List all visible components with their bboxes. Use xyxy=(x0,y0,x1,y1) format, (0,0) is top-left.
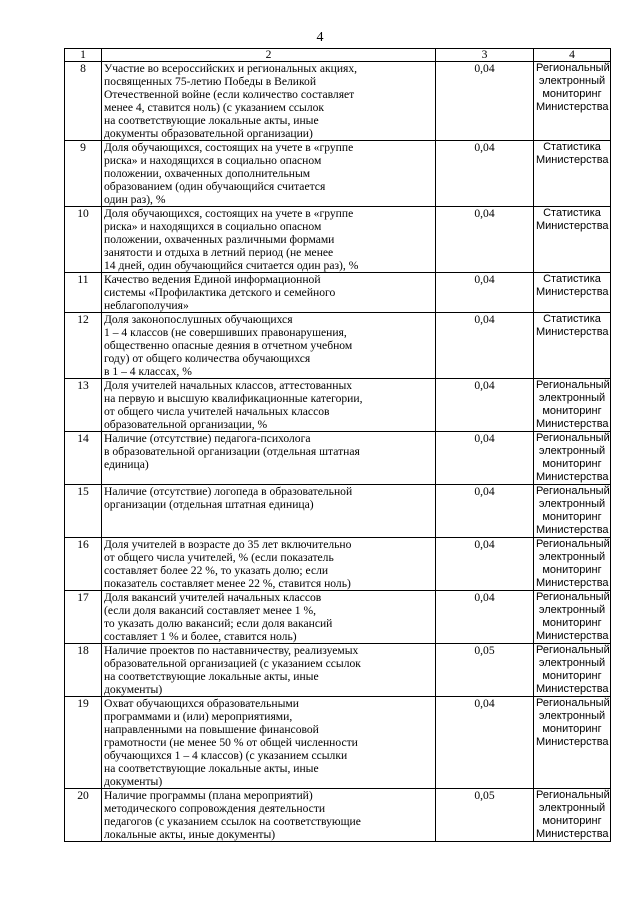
data-source-line: Министерства xyxy=(536,286,609,298)
table-row xyxy=(65,697,611,789)
weight-value: 0,04 xyxy=(436,379,534,432)
criterion-text-line: составляет более 22 %, то указать долю; если xyxy=(104,564,329,577)
weight-value: 0,04 xyxy=(436,485,534,538)
data-source-line: Региональный xyxy=(536,379,610,391)
data-source-line: Министерства xyxy=(536,683,609,695)
data-source-line: электронный xyxy=(538,445,606,457)
data-source-line: электронный xyxy=(538,498,606,510)
data-source xyxy=(534,141,611,207)
weight-value: 0,04 xyxy=(436,538,534,591)
table-row xyxy=(65,273,611,313)
data-source-line: Региональный xyxy=(536,485,610,497)
row-number: 11 xyxy=(65,273,102,313)
row-number: 16 xyxy=(65,538,102,591)
criterion-text-line: положении, охваченных дополнительным xyxy=(104,167,311,180)
data-source-line: Министерства xyxy=(536,630,609,642)
data-source-line: Статистика xyxy=(543,141,601,153)
criterion-text-line: то указать долю вакансий; если доля вакансий xyxy=(104,617,333,630)
data-source-line: Статистика xyxy=(543,273,601,285)
criterion-text-line: образованием (один обучающийся считается xyxy=(104,180,326,193)
data-source-line: электронный xyxy=(538,604,606,616)
criterion-text-line: 1 – 4 классов (не совершивших правонарушения, xyxy=(104,326,347,339)
table-row xyxy=(65,644,611,697)
weight-value: 0,04 xyxy=(436,207,534,273)
row-number: 14 xyxy=(65,432,102,485)
criterion-text-line: Доля обучающихся, состоящих на учете в «группе xyxy=(104,141,354,154)
data-source-line: Региональный xyxy=(536,644,610,656)
table-row xyxy=(65,313,611,379)
criterion-text-line: риска» и находящихся в социально опасном xyxy=(104,154,322,167)
criterion-text xyxy=(102,432,436,485)
row-number: 15 xyxy=(65,485,102,538)
criterion-text-line: документы образовательной организации) xyxy=(104,127,313,140)
criterion-text xyxy=(102,141,436,207)
weight-value: 0,04 xyxy=(436,313,534,379)
data-source xyxy=(534,697,611,789)
data-source xyxy=(534,644,611,697)
data-source-line: Министерства xyxy=(536,101,609,113)
data-source-line: электронный xyxy=(538,551,606,563)
column-header: 4 xyxy=(534,49,611,62)
criterion-text-line: составляет 1 % и более, ставится ноль) xyxy=(104,630,297,643)
data-source-line: Министерства xyxy=(536,828,609,840)
criterion-text-line: организации (отдельная штатная единица) xyxy=(104,498,314,511)
data-source xyxy=(534,485,611,538)
criterion-text xyxy=(102,62,436,141)
data-source-line: электронный xyxy=(538,392,606,404)
criterion-text-line: риска» и находящихся в социально опасном xyxy=(104,220,322,233)
data-source-line: Региональный xyxy=(536,789,610,801)
table-row xyxy=(65,379,611,432)
data-source xyxy=(534,62,611,141)
table-row xyxy=(65,62,611,141)
criterion-text xyxy=(102,273,436,313)
data-source-line: Региональный xyxy=(536,591,610,603)
criterion-text-line: в образовательной организации (отдельная штатная xyxy=(104,445,360,458)
table-row xyxy=(65,207,611,273)
data-source-line: мониторинг xyxy=(542,564,602,576)
table-row xyxy=(65,591,611,644)
data-source-line: мониторинг xyxy=(542,458,602,470)
criterion-text-line: неблагополучия» xyxy=(104,299,189,312)
data-source-line: Статистика xyxy=(543,207,601,219)
data-source-line: Региональный xyxy=(536,697,610,709)
criterion-text-line: направленными на повышение финансовой xyxy=(104,723,319,736)
criterion-text-line: методического сопровождения деятельности xyxy=(104,802,326,815)
criterion-text-line: Наличие программы (плана мероприятий) xyxy=(104,789,313,802)
criterion-text-line: документы) xyxy=(104,683,163,696)
data-source xyxy=(534,538,611,591)
criterion-text-line: от общего числа учителей начальных классов xyxy=(104,405,330,418)
criterion-text-line: документы) xyxy=(104,775,163,788)
weight-value: 0,05 xyxy=(436,789,534,842)
data-source xyxy=(534,207,611,273)
criterion-text-line: образовательной организацией (с указанием ссылок xyxy=(104,657,361,670)
criterion-text-line: Доля учителей в возрасте до 35 лет включительно xyxy=(104,538,352,551)
criterion-text-line: системы «Профилактика детского и семейного xyxy=(104,286,336,299)
data-source xyxy=(534,273,611,313)
table-row xyxy=(65,432,611,485)
data-source-line: мониторинг xyxy=(542,815,602,827)
criterion-text-line: (если доля вакансий составляет менее 1 %, xyxy=(104,604,317,617)
weight-value: 0,04 xyxy=(436,432,534,485)
weight-value: 0,04 xyxy=(436,697,534,789)
criterion-text-line: один раз), % xyxy=(104,193,166,206)
row-number: 12 xyxy=(65,313,102,379)
row-number: 19 xyxy=(65,697,102,789)
criterion-text-line: положении, охваченных различными формами xyxy=(104,233,335,246)
criterion-text-line: в 1 – 4 классах, % xyxy=(104,365,192,378)
data-source-line: Министерства xyxy=(536,220,609,232)
table-row xyxy=(65,485,611,538)
criterion-text-line: Охват обучающихся образовательными xyxy=(104,697,299,710)
data-source-line: мониторинг xyxy=(542,670,602,682)
criterion-text-line: Наличие проектов по наставничеству, реализуемых xyxy=(104,644,359,657)
criterion-text-line: грамотности (не менее 50 % от общей численности xyxy=(104,736,358,749)
data-source-line: Министерства xyxy=(536,524,609,536)
table-row xyxy=(65,538,611,591)
weight-value: 0,04 xyxy=(436,141,534,207)
criteria-table xyxy=(64,48,611,842)
data-source-line: электронный xyxy=(538,657,606,669)
data-source xyxy=(534,591,611,644)
criterion-text xyxy=(102,697,436,789)
data-source-line: электронный xyxy=(538,710,606,722)
data-source-line: Региональный xyxy=(536,432,610,444)
criterion-text xyxy=(102,485,436,538)
criterion-text-line: Участие во всероссийских и региональных акциях, xyxy=(104,62,358,75)
row-number: 18 xyxy=(65,644,102,697)
data-source-line: Министерства xyxy=(536,577,609,589)
weight-value: 0,04 xyxy=(436,62,534,141)
criterion-text xyxy=(102,591,436,644)
row-number: 8 xyxy=(65,62,102,141)
criterion-text-line: Доля законопослушных обучающихся xyxy=(104,313,293,326)
criterion-text-line: посвященных 75-летию Победы в Великой xyxy=(104,75,317,88)
criterion-text xyxy=(102,644,436,697)
criterion-text xyxy=(102,379,436,432)
data-source xyxy=(534,379,611,432)
row-number: 17 xyxy=(65,591,102,644)
data-source-line: Министерства xyxy=(536,471,609,483)
criterion-text-line: Доля учителей начальных классов, аттестованных xyxy=(104,379,353,392)
row-number: 10 xyxy=(65,207,102,273)
row-number: 13 xyxy=(65,379,102,432)
criterion-text-line: единица) xyxy=(104,458,149,471)
criterion-text-line: от общего числа учителей, % (если показатель xyxy=(104,551,334,564)
data-source-line: Региональный xyxy=(536,538,610,550)
criterion-text-line: обучающихся 1 – 4 классов) (с указанием ссылки xyxy=(104,749,348,762)
criterion-text-line: Наличие (отсутствие) педагога-психолога xyxy=(104,432,311,445)
criterion-text-line: Доля обучающихся, состоящих на учете в «группе xyxy=(104,207,354,220)
criterion-text-line: локальные акты, иные документы) xyxy=(104,828,276,841)
weight-value: 0,04 xyxy=(436,591,534,644)
criterion-text-line: на соответствующие локальные акты, иные xyxy=(104,114,319,127)
criterion-text-line: году) от общего количества обучающихся xyxy=(104,352,311,365)
weight-value: 0,04 xyxy=(436,273,534,313)
data-source-line: мониторинг xyxy=(542,405,602,417)
row-number: 9 xyxy=(65,141,102,207)
criterion-text xyxy=(102,313,436,379)
criterion-text-line: на первую и высшую квалификационные категории, xyxy=(104,392,363,405)
column-header: 1 xyxy=(65,49,102,62)
criterion-text xyxy=(102,207,436,273)
criterion-text-line: программами и (или) мероприятиями, xyxy=(104,710,293,723)
criterion-text-line: на соответствующие локальные акты, иные xyxy=(104,670,319,683)
data-source-line: Региональный xyxy=(536,62,610,74)
criterion-text-line: Отечественной войне (если количество составляет xyxy=(104,88,355,101)
table-row xyxy=(65,789,611,842)
criterion-text-line: образовательной организации, % xyxy=(104,418,268,431)
row-number: 20 xyxy=(65,789,102,842)
criterion-text-line: общественно опасные деяния в отчетном учебном xyxy=(104,339,353,352)
criterion-text xyxy=(102,789,436,842)
criterion-text xyxy=(102,538,436,591)
data-source-line: мониторинг xyxy=(542,723,602,735)
data-source-line: Министерства xyxy=(536,154,609,166)
criterion-text-line: педагогов (с указанием ссылок на соответствующие xyxy=(104,815,361,828)
criterion-text-line: показатель составляет менее 22 %, ставится ноль) xyxy=(104,577,351,590)
criterion-text-line: Наличие (отсутствие) логопеда в образовательной xyxy=(104,485,353,498)
data-source-line: мониторинг xyxy=(542,617,602,629)
criterion-text-line: Доля вакансий учителей начальных классов xyxy=(104,591,322,604)
data-source-line: мониторинг xyxy=(542,88,602,100)
criterion-text-line: 14 дней, один обучающийся считается один раз), % xyxy=(104,259,359,272)
criterion-text-line: менее 4, ставится ноль) (с указанием ссылок xyxy=(104,101,325,114)
data-source-line: электронный xyxy=(538,802,606,814)
data-source-line: электронный xyxy=(538,75,606,87)
data-source-line: Министерства xyxy=(536,736,609,748)
data-source-line: Министерства xyxy=(536,326,609,338)
column-header: 3 xyxy=(436,49,534,62)
data-source-line: Статистика xyxy=(543,313,601,325)
data-source xyxy=(534,789,611,842)
data-source-line: Министерства xyxy=(536,418,609,430)
data-source xyxy=(534,432,611,485)
table-row xyxy=(65,141,611,207)
criterion-text-line: занятости и отдыха в летний период (не менее xyxy=(104,246,334,259)
criterion-text-line: Качество ведения Единой информационной xyxy=(104,273,321,286)
table-header-row xyxy=(65,49,611,62)
column-header: 2 xyxy=(102,49,436,62)
page-number: 4 xyxy=(316,30,324,45)
weight-value: 0,05 xyxy=(436,644,534,697)
criterion-text-line: на соответствующие локальные акты, иные xyxy=(104,762,319,775)
data-source xyxy=(534,313,611,379)
data-source-line: мониторинг xyxy=(542,511,602,523)
